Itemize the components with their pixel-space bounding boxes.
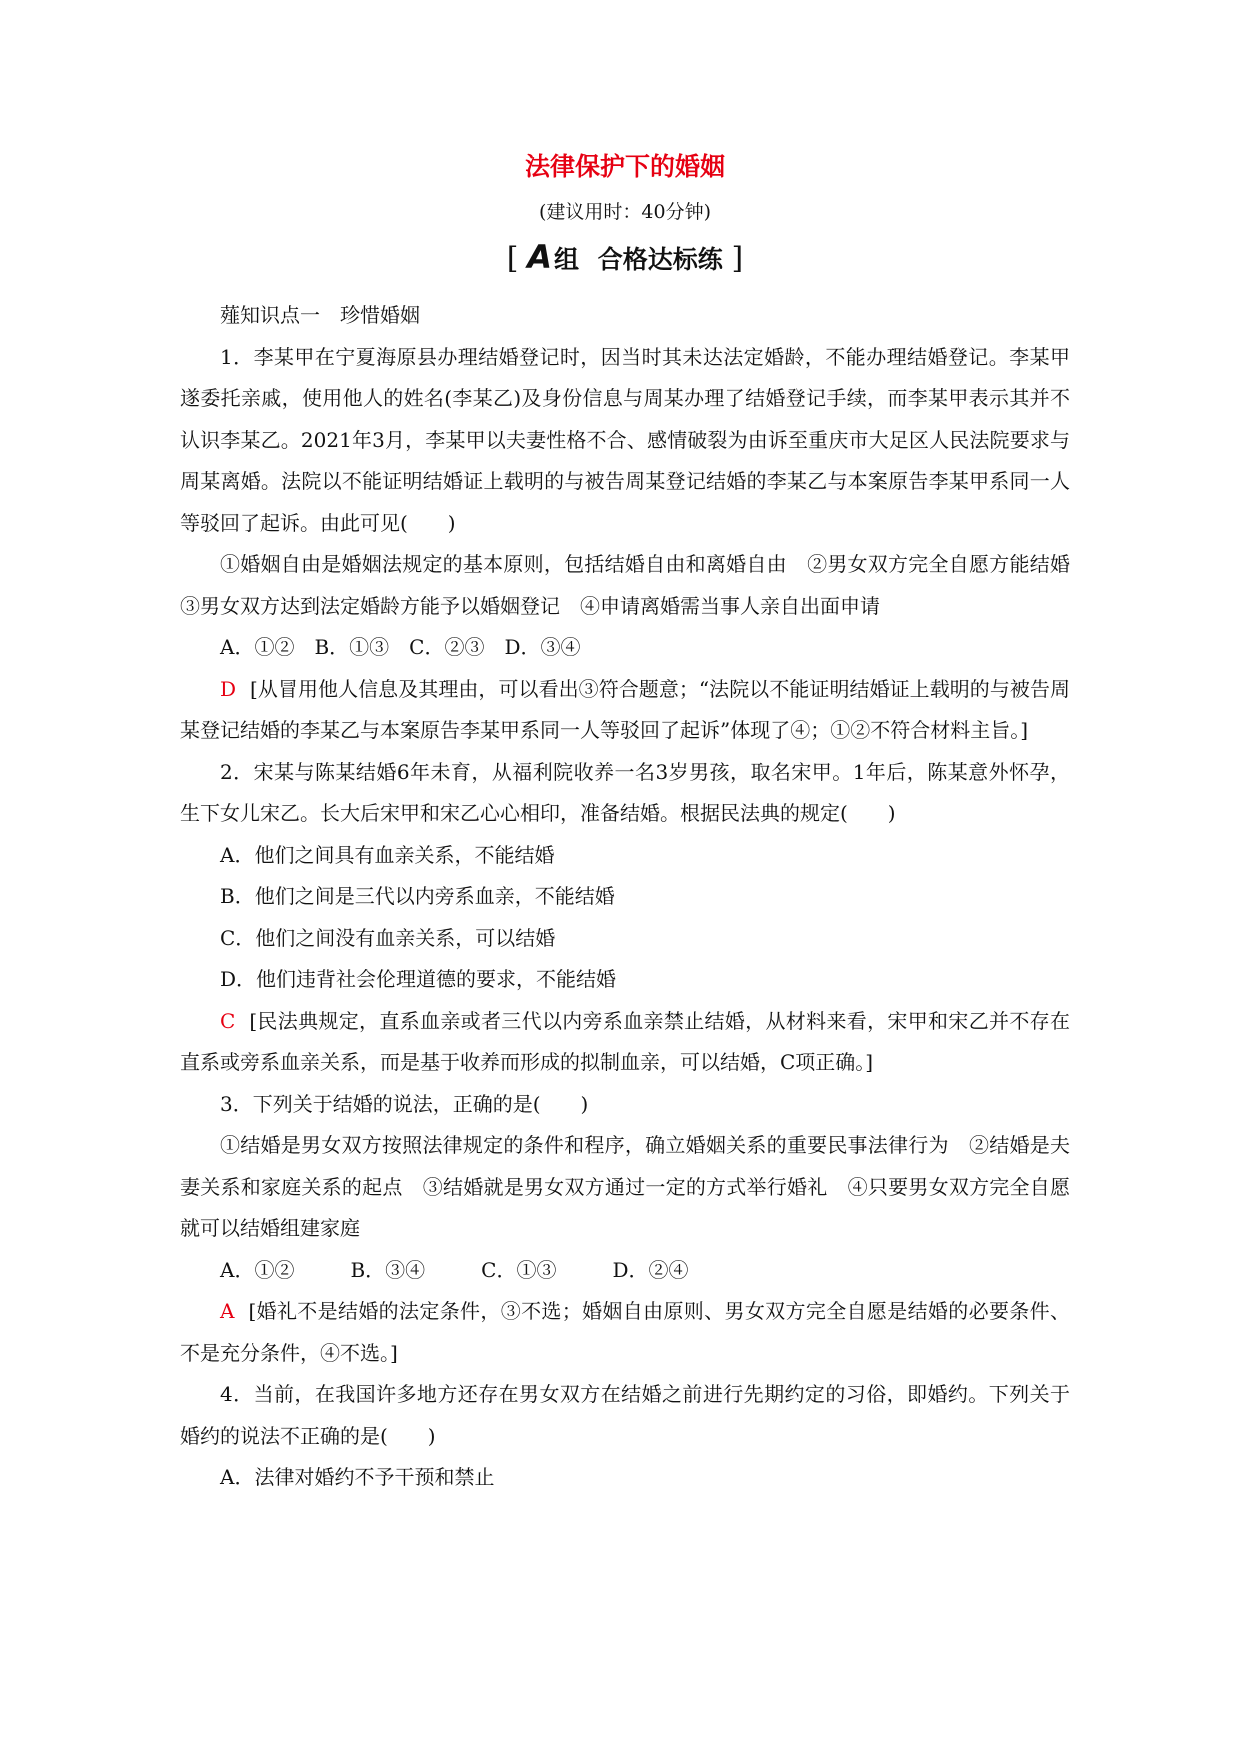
option-b: B．③④ xyxy=(350,1257,426,1282)
group-heading xyxy=(180,240,1070,277)
option-b: B．①③ xyxy=(314,635,390,659)
option-c: C．他们之间没有血亲关系，可以结婚 xyxy=(220,925,556,950)
question-1-options xyxy=(180,627,1070,669)
option-c: C．②③ xyxy=(409,635,485,659)
question-3-options xyxy=(180,1250,1070,1292)
explanation-text: [婚礼不是结婚的法定条件，③不选；婚姻自由原则、男女双方完全自愿是结婚的必要条件、不是充分条件，④不选。] xyxy=(180,1299,1070,1365)
option-b: B．他们之间是三代以内旁系血亲，不能结婚 xyxy=(220,884,615,908)
open-bracket: [ xyxy=(506,241,519,276)
knowledge-point-heading: 薤知识点一 珍惜婚姻 xyxy=(220,303,420,327)
option-c: C．①③ xyxy=(481,1257,557,1282)
document-page xyxy=(180,150,1090,1499)
question-list xyxy=(180,295,1090,1499)
group-label: 组 xyxy=(554,245,580,274)
explanation-text: [民法典规定，直系血亲或者三代以内旁系血亲禁止结婚，从材料来看，宋甲和宋乙并不存在直系或旁系血亲关系，而是基于收养而形成的拟制血亲，可以结婚，C项正确。] xyxy=(180,1008,1070,1074)
question-1-statements: ①婚姻自由是婚姻法规定的基本原则，包括结婚自由和离婚自由 ②男女双方完全自愿方能结婚 ③男女双方达到法定婚龄方能予以婚姻登记 ④申请离婚需当事人亲自出面申请 xyxy=(180,552,1090,618)
group-name: 合格达标练 xyxy=(597,245,723,274)
question-3-statements: ①结婚是男女双方按照法律规定的条件和程序，确立婚姻关系的重要民事法律行为 ②结婚是夫妻关系和家庭关系的起点 ③结婚就是男女双方通过一定的方式举行婚礼 ④只要男女双方完全自愿就可以结婚组建家庭 xyxy=(180,1133,1070,1240)
explanation-text: [从冒用他人信息及其理由，可以看出③符合题意；“法院以不能证明结婚证上载明的与被告周某登记结婚的李某乙与本案原告李某甲系同一人等驳回了起诉”体现了④；①②不符合材料主旨。] xyxy=(180,676,1070,742)
close-bracket: ] xyxy=(731,241,744,276)
page-title: 法律保护下的婚姻 xyxy=(524,152,725,181)
question-3-explanation xyxy=(180,1291,1070,1374)
question-4-stem: 4．当前，在我国许多地方还存在男女双方在结婚之前进行先期约定的习俗，即婚约。下列关于婚约的说法不正确的是( ) xyxy=(180,1382,1070,1448)
answer-letter: C xyxy=(220,1008,236,1033)
option-a: A．法律对婚约不予干预和禁止 xyxy=(220,1465,495,1489)
group-letter: A xyxy=(527,238,552,276)
question-1-stem: 1．李某甲在宁夏海原县办理结婚登记时，因当时其未达法定婚龄，不能办理结婚登记。李某甲遂委托亲戚，使用他人的姓名(李某乙)及身份信息与周某办理了结婚登记手续，而李某甲表示其并不认识李某乙。2021年3月，李某甲以夫妻性格不合、感情破裂为由诉至重庆市大足区人民法院要求与周某离婚。法院以不能证明结婚证上载明的与被告周某登记结婚的李某乙与本案原告李某甲系同一人等驳回了起诉。由此可见( ) xyxy=(180,344,1070,535)
option-a: A．他们之间具有血亲关系，不能结婚 xyxy=(220,842,555,867)
answer-letter: A xyxy=(220,1299,235,1323)
question-2-explanation xyxy=(180,1001,1070,1084)
suggested-time: (建议用时：40分钟) xyxy=(538,201,711,223)
answer-letter: D xyxy=(220,676,237,701)
question-3-stem: 3．下列关于结婚的说法，正确的是( ) xyxy=(220,1091,589,1116)
option-a: A．①② xyxy=(220,1257,295,1282)
option-d: D．他们违背社会伦理道德的要求，不能结婚 xyxy=(220,967,617,991)
question-2-stem: 2．宋某与陈某结婚6年未育，从福利院收养一名3岁男孩，取名宋甲。1年后，陈某意外怀孕，生下女儿宋乙。长大后宋甲和宋乙心心相印，准备结婚。根据民法典的规定( ) xyxy=(180,759,1070,825)
option-d: D．②④ xyxy=(612,1257,689,1282)
question-1-explanation xyxy=(180,669,1070,752)
option-d: D．③④ xyxy=(504,635,581,659)
option-a: A．①② xyxy=(220,635,295,659)
